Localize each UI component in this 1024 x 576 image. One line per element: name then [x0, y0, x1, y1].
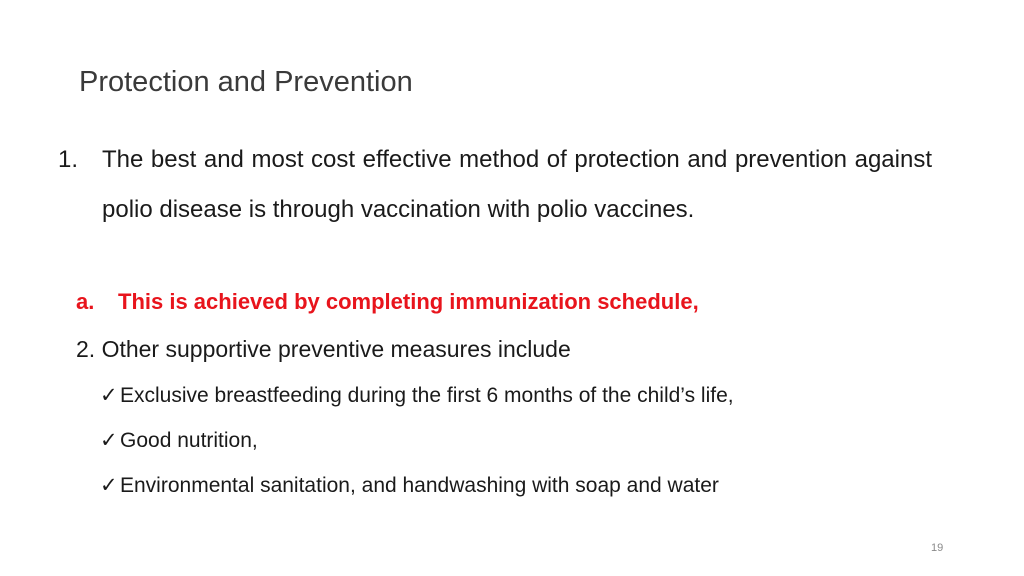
slide-title: Protection and Prevention	[79, 66, 413, 98]
checkmark-icon: ✓	[100, 384, 118, 407]
checkmark-icon: ✓	[100, 474, 118, 497]
checklist-item	[100, 425, 734, 470]
checklist-item-text: Exclusive breastfeeding during the first 6 months of the child’s life,	[120, 384, 734, 407]
sub-item-a	[76, 289, 699, 315]
checklist-item-text: Good nutrition,	[120, 429, 258, 452]
item-text: The best and most cost effective method of protection and prevention against polio disease is through vaccination with polio vaccines.	[102, 146, 932, 223]
sub-item-text: This is achieved by completing immunization schedule,	[118, 289, 699, 314]
checklist	[100, 380, 734, 515]
checklist-item	[100, 470, 734, 515]
item-number: 1.	[58, 146, 79, 173]
numbered-item-1	[58, 135, 932, 235]
checklist-item	[100, 380, 734, 425]
checklist-item-text: Environmental sanitation, and handwashing with soap and water	[120, 474, 719, 497]
numbered-item-2: 2. Other supportive preventive measures include	[76, 336, 571, 362]
checkmark-icon: ✓	[100, 429, 118, 452]
sub-item-letter: a.	[76, 289, 95, 314]
page-number: 19	[931, 542, 944, 554]
